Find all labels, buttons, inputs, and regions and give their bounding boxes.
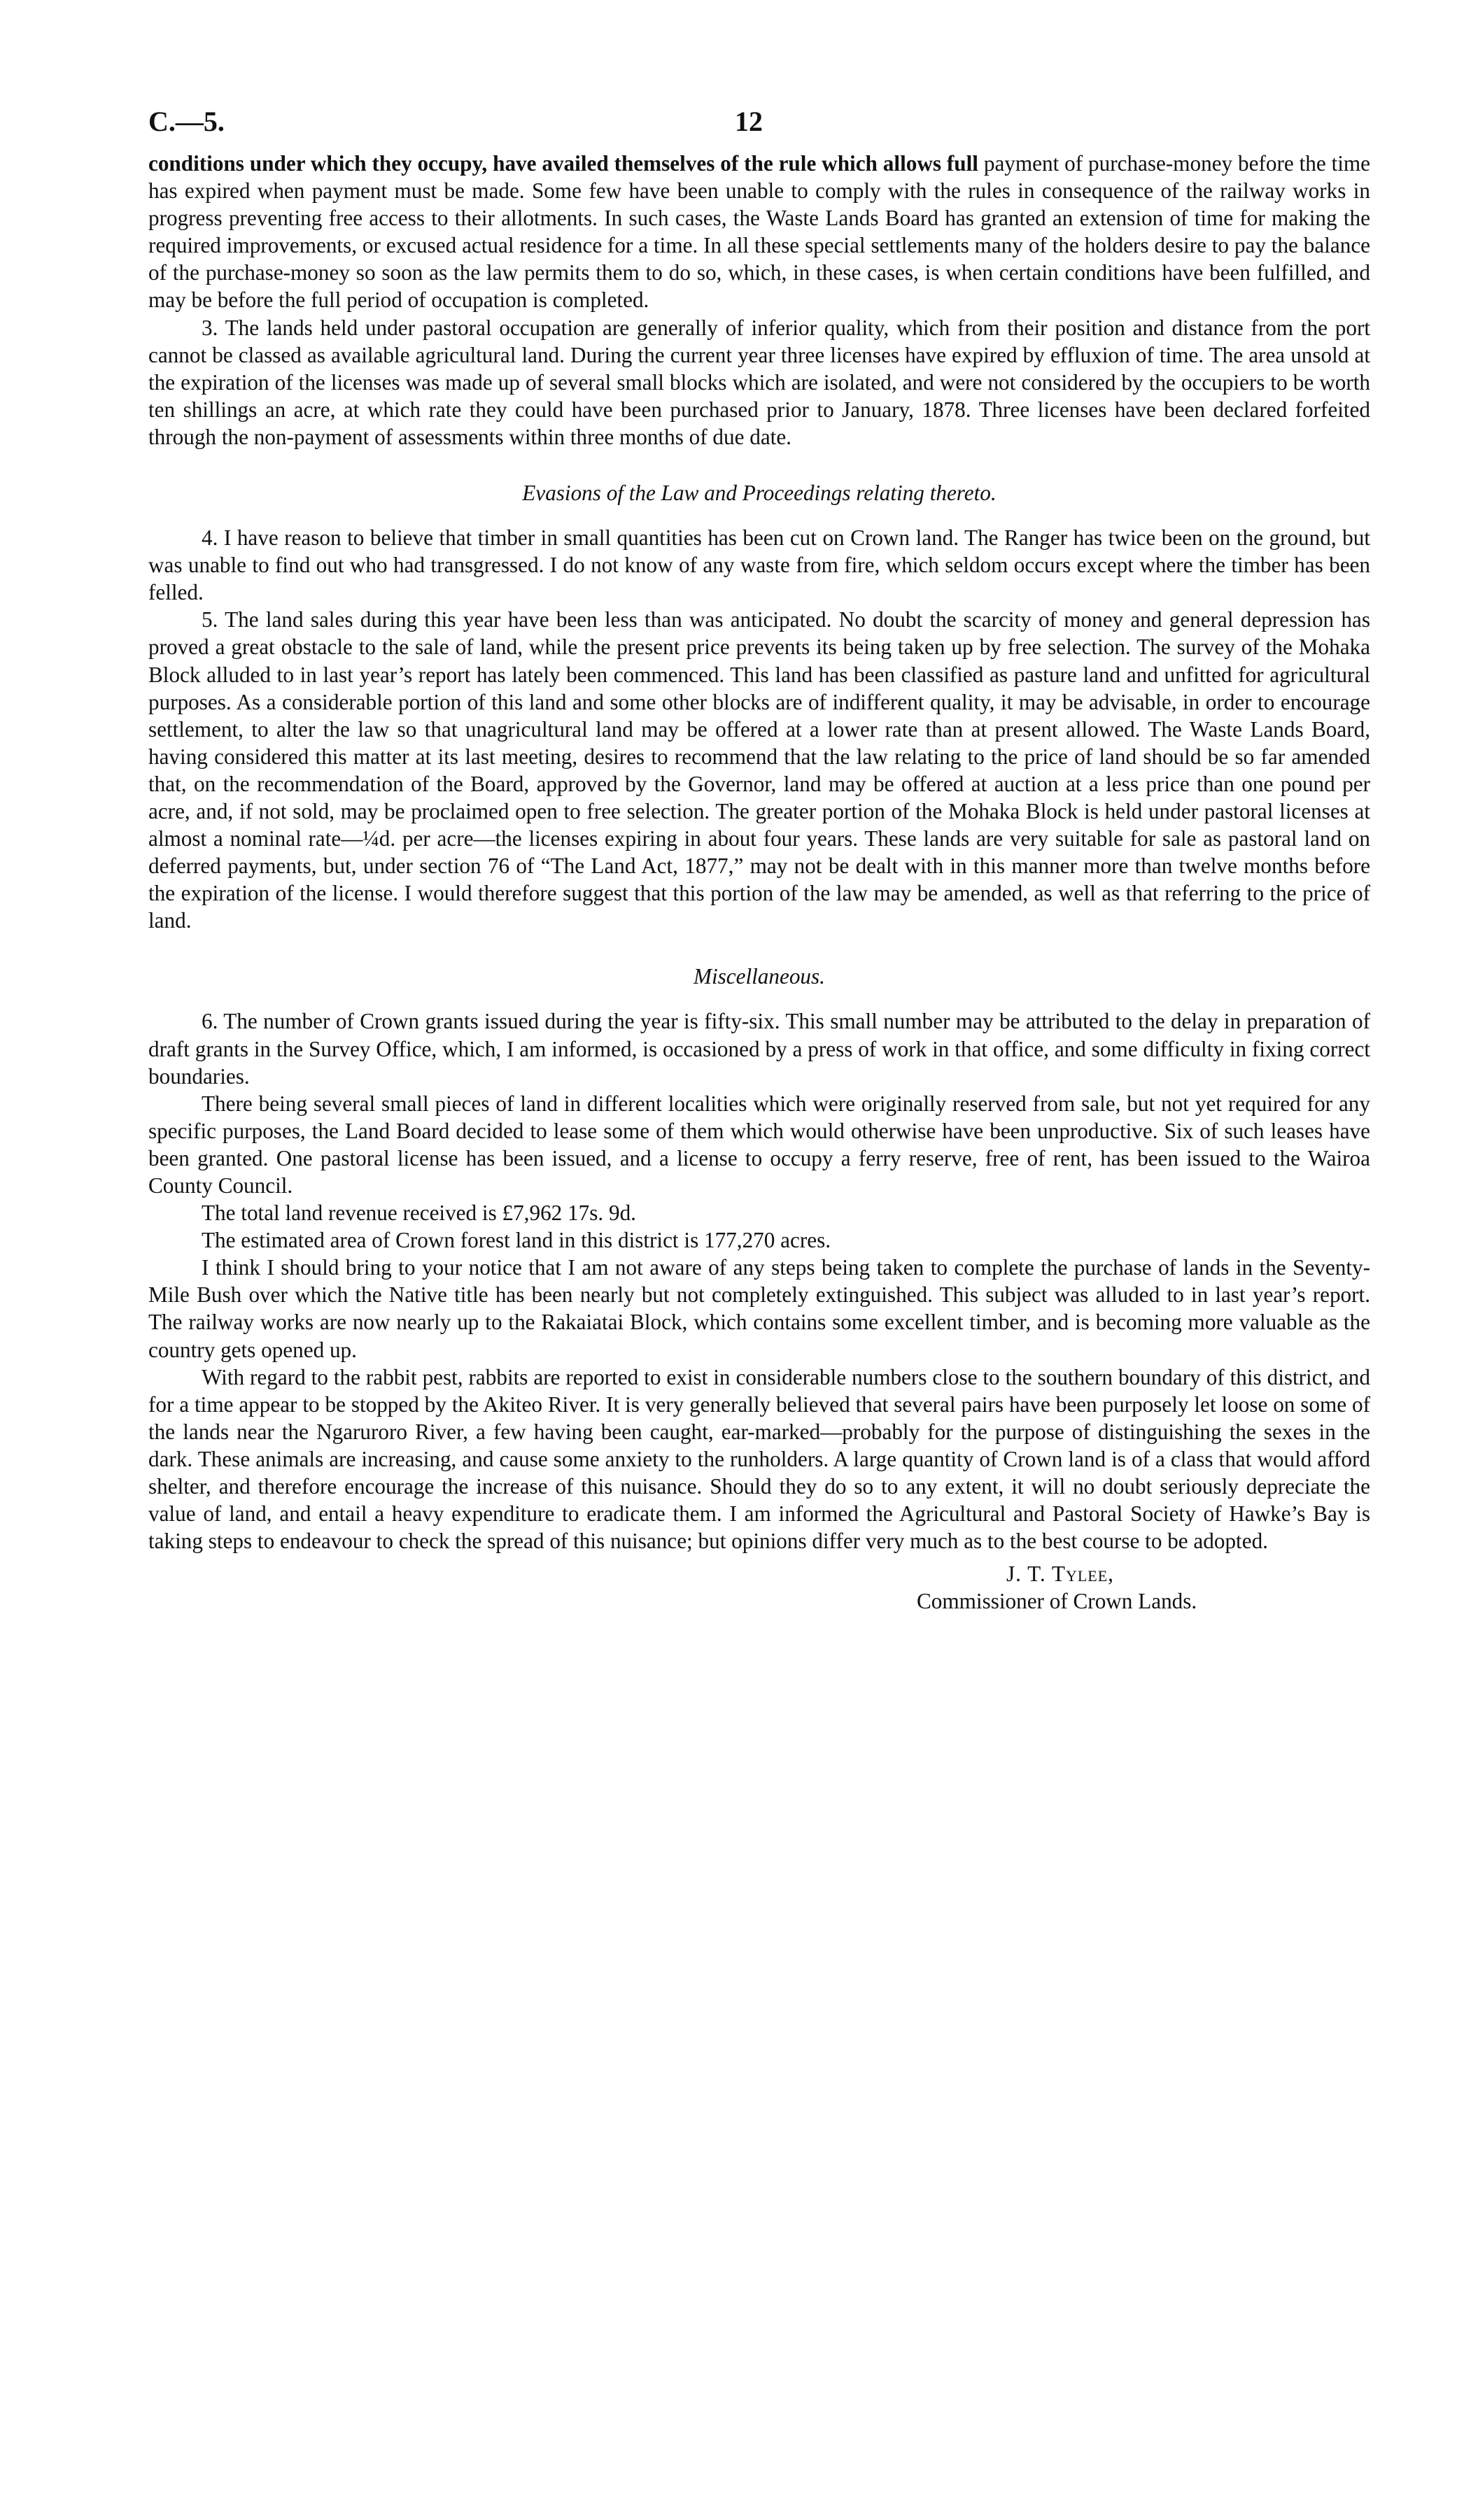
document-page [148, 105, 1370, 1615]
intro-paragraph [148, 150, 1370, 314]
paragraph-seventy-mile-bush: I think I should bring to your notice that I am not aware of any steps being taken to complete the purchase of lands in the Seventy-Mile Bush over which the Native title has been nearly but not completely extinguished. This subject was alluded to in last year’s report. The railway works are now nearly up to the Rakaiatai Block, which contains some excellent timber, and is becoming more valuable as the country gets opened up. [148, 1255, 1370, 1362]
paragraph-revenue: The total land revenue received is £7,962 17s. 9d. [202, 1201, 636, 1226]
paragraph-6: 6. The number of Crown grants issued during the year is fifty-six. This small number may be attributed to the delay in preparation of draft grants in the Survey Office, which, I am informed, is occasioned by a press of work in that office, and some difficulty in fixing correct boundaries. [148, 1009, 1370, 1089]
page-header [148, 105, 1370, 147]
section-heading-evasions: Evasions of the Law and Proceedings relating thereto. [522, 481, 997, 506]
paragraph-4: 4. I have reason to believe that timber in small quantities has been cut on Crown land. The Ranger has twice been on the ground, but was unable to find out who had transgressed. I do not know of any waste from fire, which seldom occurs except where the timber has been felled. [148, 525, 1370, 605]
intro-paragraph-rest: payment of purchase-money before the time has expired when payment must be made. Some few have been unable to comply with the rules in consequence of the railway works in progress preventing free access to their allotments. In such cases, the Waste Lands Board has granted an extension of time for making the required improvements, or excused actual residence for a time. In all these special settlements many of the holders desire to pay the balance of the purchase-money so soon as the law permits them to do so, which, in these cases, is when certain conditions have been fulfilled, and may be before the full period of occupation is completed. [148, 151, 1371, 313]
paragraph-forest: The estimated area of Crown forest land in this district is 177,270 acres. [202, 1228, 831, 1253]
document-reference: C.—5. [148, 106, 225, 137]
paragraph-3: 3. The lands held under pastoral occupation are generally of inferior quality, which from their position and distance from the port cannot be classed as available agricultural land. During the current year three licenses have expired by effluxion of time. The area unsold at the expiration of the licenses was made up of several small blocks which are isolated, and were not considered by the occupiers to be worth ten shillings an acre, at which rate they could have been purchased prior to January, 1878. Three licenses have been declared forfeited through the non-payment of assessments within three months of due date. [148, 315, 1370, 449]
section-heading-miscellaneous: Miscellaneous. [694, 964, 825, 989]
paragraph-leases: There being several small pieces of land in different localities which were originally reserved from sale, but not yet required for any specific purposes, the Land Board decided to lease some of them which would otherwise have been unproductive. Six of such leases have been granted. One pastoral license has been issued, and a license to occupy a ferry reserve, free of rent, has been issued to the Wairoa County Council. [148, 1091, 1370, 1198]
signature-block [148, 1560, 1370, 1615]
page-number: 12 [735, 106, 763, 137]
intro-paragraph-lead: conditions under which they occupy, have availed themselves of the rule which allows full [148, 151, 978, 176]
signatory-title: Commissioner of Crown Lands. [917, 1589, 1197, 1614]
document-body [148, 150, 1370, 1555]
paragraph-5: 5. The land sales during this year have been less than was anticipated. No doubt the scarcity of money and general depression has proved a great obstacle to the sale of land, while the present price prevents its being taken up by free selection. The survey of the Mohaka Block alluded to in last year’s report has lately been commenced. This land has been classified as pasture land and unfitted for agricultural purposes. As a considerable portion of this land and some other blocks are of indifferent quality, it may be advisable, in order to encourage settlement, to alter the law so that unagricultural land may be offered at a lower rate than at present allowed. The Waste Lands Board, having considered this matter at its last meeting, desires to recommend that the law relating to the price of land should be so far amended that, on the recommendation of the Board, approved by the Governor, land may be offered at auction at a less price than one pound per acre, and, if not sold, may be proclaimed open to free selection. The greater portion of the Mohaka Block is held under pastoral licenses at almost a nominal rate—¼d. per acre—the licenses expiring in about four years. These lands are very suitable for sale as pastoral land on deferred payments, but, under section 76 of “The Land Act, 1877,” may not be dealt with in this manner more than twelve months before the expiration of the license. I would therefore suggest that this portion of the law may be amended, as well as that referring to the price of land. [148, 607, 1370, 933]
paragraph-rabbit-pest: With regard to the rabbit pest, rabbits are reported to exist in considerable numbers close to the southern boundary of this district, and for a time appear to be stopped by the Akiteo River. It is very generally believed that several pairs have been purposely let loose on some of the lands near the Ngaruroro River, a few having been caught, ear-marked—probably for the purpose of distinguishing the sexes in the dark. These animals are increasing, and cause some anxiety to the runholders. A large quantity of Crown land is of a class that would afford shelter, and therefore encourage the increase of this nuisance. Should they do so to any extent, it will no doubt seriously depreciate the value of land, and entail a heavy expenditure to eradicate them. I am informed the Agricultural and Pastoral Society of Hawke’s Bay is taking steps to endeavour to check the spread of this nuisance; but opinions differ very much as to the best course to be adopted. [148, 1364, 1370, 1554]
signatory-name: J. T. Tylee, [1006, 1562, 1114, 1587]
